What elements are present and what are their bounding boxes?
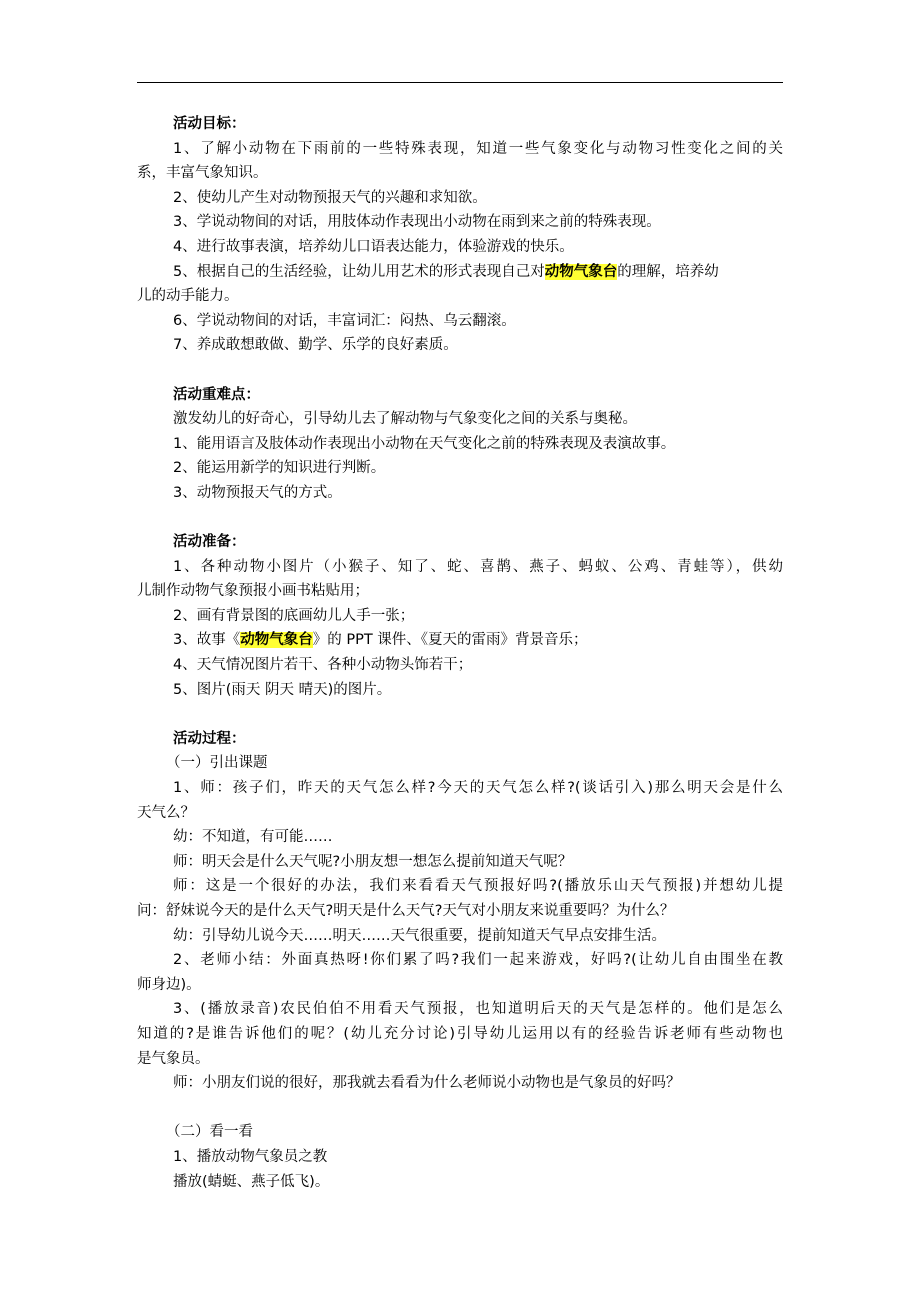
process-paragraph-7-line-1: 3、(播放录音)农民伯伯不用看天气预报，也知道明后天的天气是怎样的。他们是怎么	[173, 1001, 783, 1018]
process-section-2-title: （二）看一看	[166, 1124, 253, 1141]
spacer	[137, 506, 783, 531]
key-points-item-2: 2、能运用新学的知识进行判断。	[173, 460, 386, 477]
goals-item-5-text-before: 5、根据自己的生活经验，让幼儿用艺术的形式表现自己对	[173, 263, 545, 280]
key-points-item-1: 1、能用语言及肢体动作表现出小动物在天气变化之前的特殊表现及表演故事。	[173, 435, 676, 452]
process-paragraph-4-line-2: 问：舒妹说今天的是什么天气?明天是什么天气?天气对小朋友来说重要吗？为什么？	[137, 903, 675, 919]
process-paragraph-3: 师：明天会是什么天气呢?小朋友想一想怎么提前知道天气呢？	[173, 853, 573, 870]
process-paragraph-4-line-1: 师：这是一个很好的办法，我们来看看天气预报好吗?(播放乐山天气预报)并想幼儿提	[173, 878, 783, 895]
goals-item-6: 6、学说动物间的对话，丰富词汇：闷热、乌云翻滚。	[173, 312, 516, 329]
process-paragraph-1-line-1: 1、师：孩子们，昨天的天气怎么样?今天的天气怎么样?(谈话引入)那么明天会是什么	[173, 780, 783, 797]
preparation-item-3-text-after: 》的 PPT 课件、《夏天的雷雨》背景音乐；	[312, 632, 588, 649]
key-points-heading: 活动重难点：	[173, 386, 260, 403]
process-paragraph-7-line-2: 知道的?是谁告诉他们的呢？(幼儿充分讨论)引导幼儿运用以有的经验告诉老师有些动物也	[137, 1025, 783, 1042]
process-paragraph-7-line-3: 是气象员。	[137, 1050, 210, 1067]
key-points-item-3: 3、动物预报天气的方式。	[173, 484, 342, 501]
preparation-item-1-line-2: 儿制作动物气象预报小画书粘贴用；	[137, 583, 369, 600]
goals-item-5-line-1	[137, 260, 783, 285]
spacer	[137, 1096, 783, 1121]
preparation-item-5: 5、图片(雨天 阴天 晴天)的图片。	[173, 681, 392, 698]
document-body	[137, 112, 783, 1194]
process-paragraph-6-line-2: 师身边)。	[137, 976, 201, 993]
preparation-heading: 活动准备：	[173, 534, 246, 551]
goals-item-1-line-1: 1、了解小动物在下雨前的一些特殊表现，知道一些气象变化与动物习性变化之间的关	[173, 140, 783, 157]
process-heading: 活动过程：	[173, 730, 246, 747]
process-section-1-title: （一）引出课题	[166, 755, 268, 772]
process-paragraph-6-line-1: 2、老师小结：外面真热呀!你们累了吗?我们一起来游戏，好吗?(让幼儿自由围坐在教	[173, 952, 783, 969]
process-paragraph-2: 幼：不知道，有可能……	[173, 829, 333, 846]
goals-item-3: 3、学说动物间的对话，用肢体动作表现出小动物在雨到来之前的特殊表现。	[173, 214, 661, 231]
preparation-item-2: 2、画有背景图的底画幼儿人手一张；	[173, 607, 415, 624]
goals-item-5-line-2: 儿的动手能力。	[137, 288, 239, 305]
preparation-item-3-text-before: 3、故事《	[173, 632, 241, 649]
process-paragraph-8: 师：小朋友们说的很好，那我就去看看为什么老师说小动物也是气象员的好吗？	[173, 1075, 681, 1092]
key-points-intro: 激发幼儿的好奇心，引导幼儿去了解动物与气象变化之间的关系与奥秘。	[173, 411, 637, 428]
preparation-item-1-line-1: 1、各种动物小图片（小猴子、知了、蛇、喜鹊、燕子、蚂蚁、公鸡、青蛙等），供幼	[173, 558, 783, 575]
goals-item-4: 4、进行故事表演，培养幼儿口语表达能力，体验游戏的快乐。	[173, 238, 574, 255]
goals-item-1-line-2: 系，丰富气象知识。	[137, 165, 268, 182]
header-rule	[137, 82, 783, 83]
spacer	[137, 702, 783, 727]
goals-item-7: 7、养成敢想敢做、勤学、乐学的良好素质。	[173, 337, 458, 354]
preparation-item-4: 4、天气情况图片若干、各种小动物头饰若干；	[173, 657, 473, 674]
process-paragraph-1-line-2: 天气么？	[137, 804, 195, 821]
highlighted-keyword: 动物气象台	[240, 632, 313, 649]
preparation-item-3	[137, 628, 783, 653]
goals-heading: 活动目标：	[173, 116, 246, 132]
goals-item-2: 2、使幼儿产生对动物预报天气的兴趣和求知欲。	[173, 189, 487, 206]
highlighted-keyword: 动物气象台	[544, 263, 618, 280]
process-paragraph-10: 播放(蜻蜓、燕子低飞)。	[173, 1173, 330, 1190]
process-paragraph-5: 幼：引导幼儿说今天……明天……天气很重要，提前知道天气早点安排生活。	[173, 927, 666, 944]
spacer	[137, 358, 783, 383]
process-paragraph-9: 1、播放动物气象员之教	[173, 1148, 328, 1165]
goals-item-5-text-after: 的理解，培养幼	[617, 263, 719, 280]
